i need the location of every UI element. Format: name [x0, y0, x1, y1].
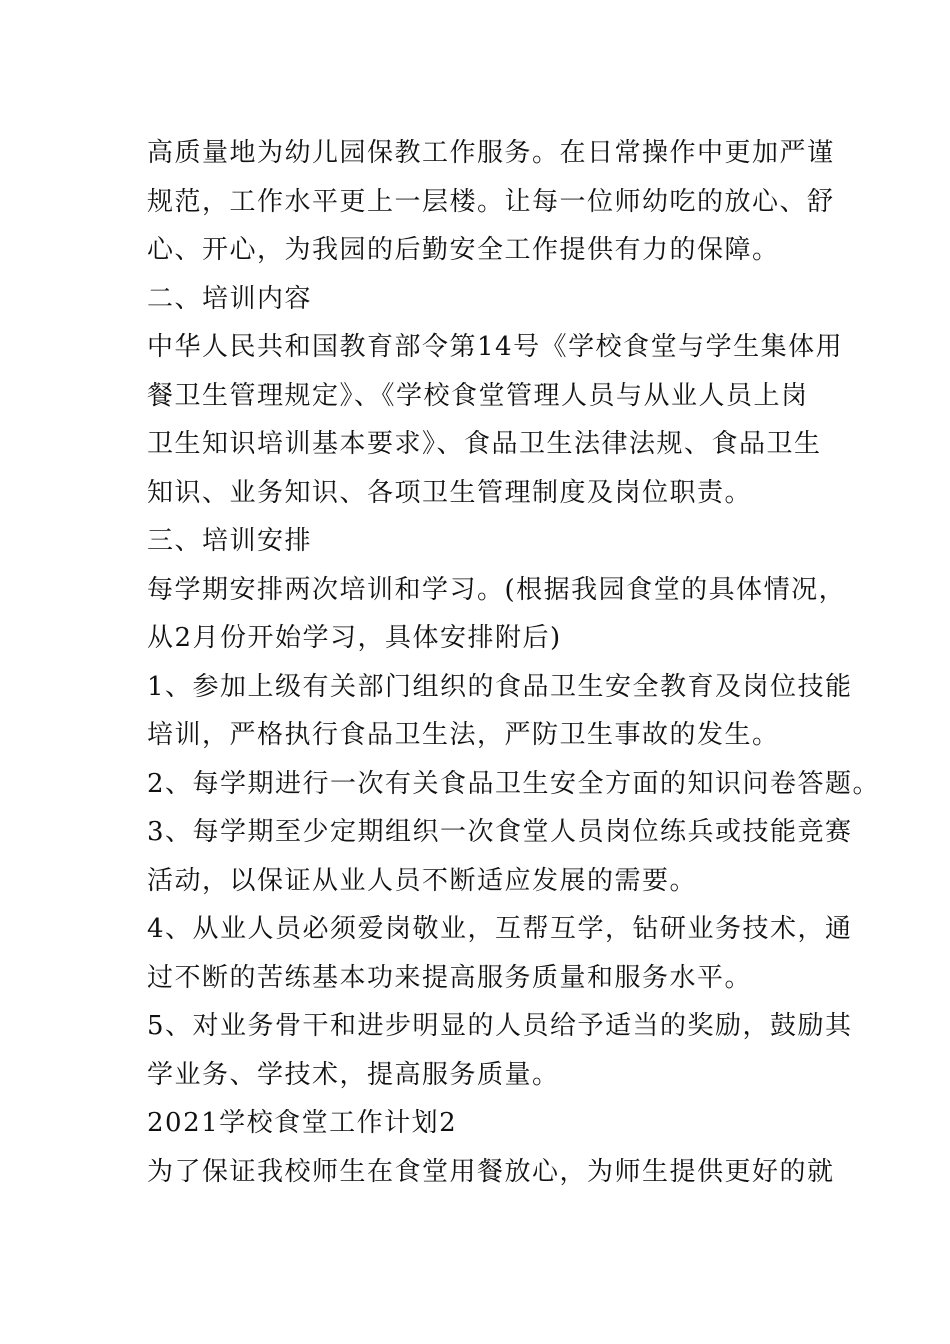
text-line: 每学期安排两次培训和学习。(根据我园食堂的具体情况，	[147, 574, 847, 605]
text-line: 过不断的苦练基本功来提高服务质量和服务水平。	[147, 962, 753, 993]
text-line: 卫生知识培训基本要求》、食品卫生法律法规、食品卫生	[147, 429, 822, 459]
text-line: 规范，工作水平更上一层楼。让每一位师幼吃的放心、舒	[147, 186, 835, 217]
text-line: 培训，严格执行食品卫生法，严防卫生事故的发生。	[147, 720, 780, 750]
text-line: 为了保证我校师生在食堂用餐放心，为师生提供更好的就	[147, 1156, 835, 1187]
section-heading-schedule: 三、培训安排	[147, 526, 313, 556]
document-title-2: 2021学校食堂工作计划2	[147, 1108, 458, 1138]
text-line: 心、开心，为我园的后勤安全工作提供有力的保障。	[147, 235, 780, 265]
list-item-5: 5、对业务骨干和进步明显的人员给予适当的奖励，鼓励其	[147, 1011, 853, 1041]
text-line: 活动，以保证从业人员不断适应发展的需要。	[147, 865, 698, 896]
text-line: 餐卫生管理规定》、《学校食堂管理人员与从业人员上岗	[147, 380, 809, 411]
text-line: 学业务、学技术，提高服务质量。	[147, 1059, 560, 1090]
list-item-3: 3、每学期至少定期组织一次食堂人员岗位练兵或技能竞赛	[147, 817, 853, 847]
list-item-1: 1、参加上级有关部门组织的食品卫生安全教育及岗位技能	[147, 671, 853, 702]
list-item-2: 2、每学期进行一次有关食品卫生安全方面的知识问卷答题。	[147, 768, 881, 799]
list-item-4: 4、从业人员必须爱岗敬业，互帮互学，钻研业务技术，通	[147, 914, 853, 944]
text-line: 知识、业务知识、各项卫生管理制度及岗位职责。	[147, 477, 753, 508]
text-line: 中华人民共和国教育部令第14号《学校食堂与学生集体用	[147, 332, 844, 362]
text-line: 从2月份开始学习，具体安排附后)	[147, 623, 562, 653]
text-line: 高质量地为幼儿园保教工作服务。在日常操作中更加严谨	[147, 138, 835, 168]
section-heading-content: 二、培训内容	[147, 283, 313, 314]
document-body	[147, 129, 881, 1196]
